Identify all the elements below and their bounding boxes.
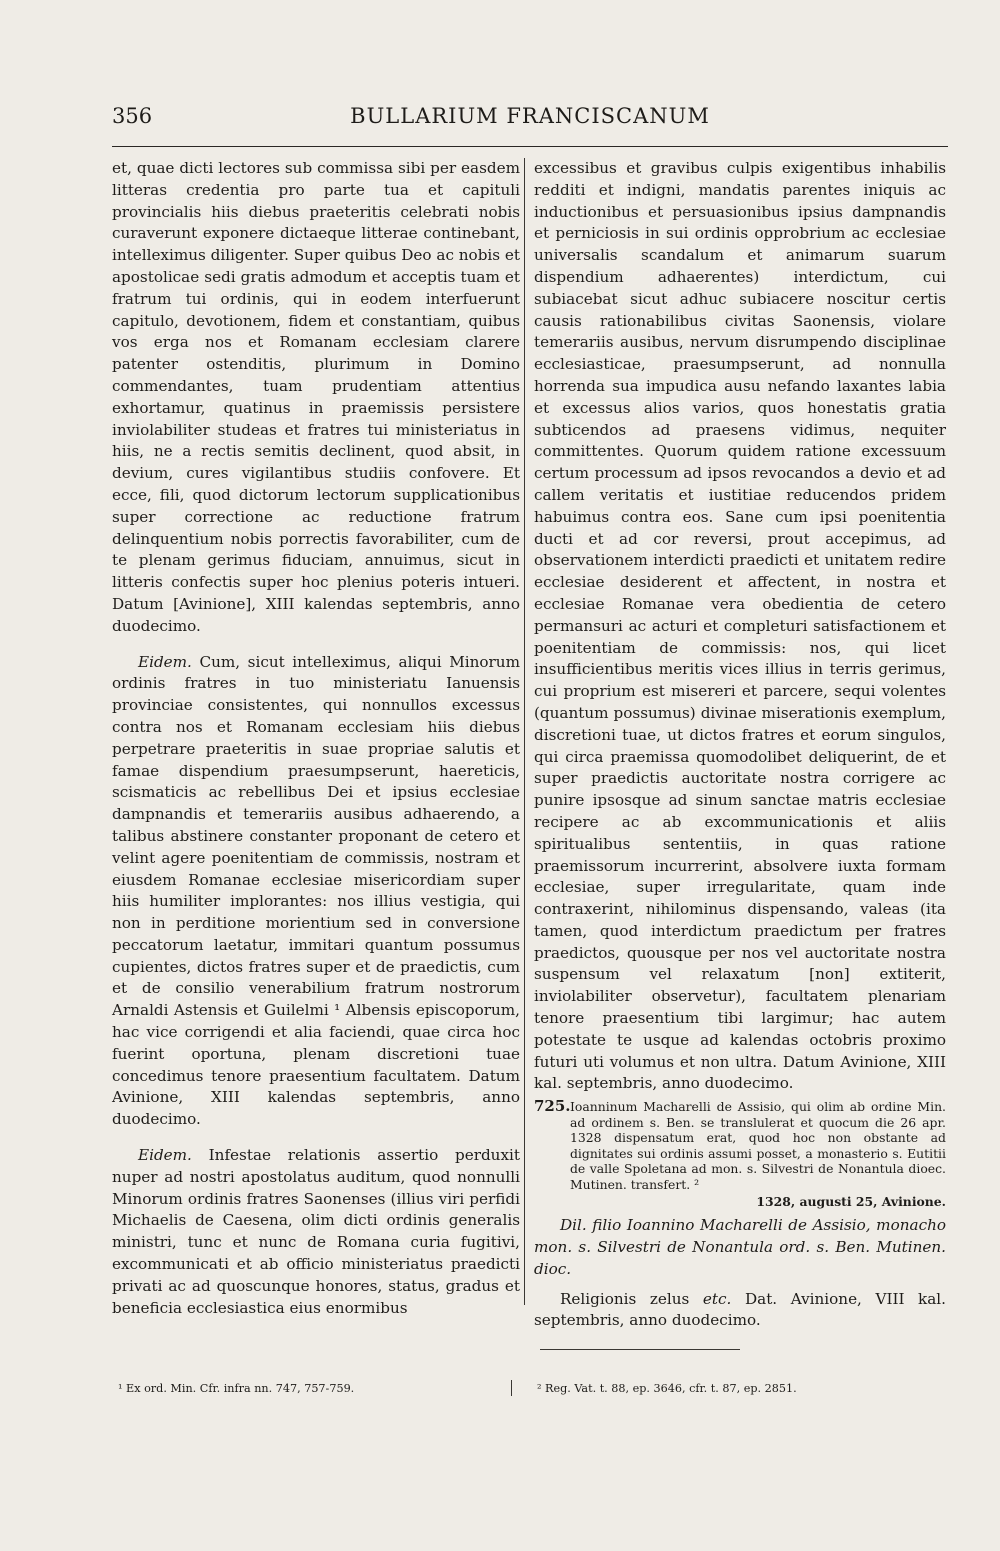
incipit-rest: Dat. Avinione, VIII kal. septembris, anno duodecimo. [534,1289,946,1330]
letter-continuation-right: excessibus et gravibus culpis exigentibus inhabilis redditi et indigni, mandatis parentes iniquis ac inductionibus et persuasionibus ipsius dampnandis et perniciosis in sui ordinis opprobrium ac ecclesiae universalis scandalum et animarum suarum dispendium adhaerentes) interdictum, cui subiacebat sicut adhuc subiacere noscitur certis causis rationabilibus civitas Saonensis, violare temerariis ausibus, nervum disrumpendo disciplinae ecclesiasticae, praesumpserunt, ad nonnulla horrenda sua impudica ausu nefando laxantes labia et excessus alios varios, quos honestatis gratia subticendos ad praesens vidimus, nequiter committentes. Quorum quidem ratione excessuum certum processum ad ipsos revocandos a devio et ad callem veritatis et iustitiae reducendos pridem habuimus contra eos. Sane cum ipsi poenitentia ducti et ad cor reversi, prout accepimus, ad observationem interdicti praedicti et unitatem redire ecclesiae desiderent et affectent, in nostra et ecclesiae Romanae vera obedientia de cetero permansuri ac acturi et completuri satisfactionem et poenitentiam de commissis: nos, qui licet insufficientibus meritis vices illius in terris gerimus, cui proprium est misereri et parcere, sequi volentes (quantum possumus) divinae miserationis exemplum, discretioni tuae, ut dictos fratres et eorum singulos, qui circa praemissa quomodolibet deliquerint, de et super praedictis auctoritate nostra corrigere ac punire ipsosque ad sinum sanctae matris ecclesiae recipere ac ab excommunicationis et aliis spiritualibus sententiis, in quas ratione praemissorum incurrerint, absolvere iuxta formam ecclesiae, super irregularitate, quam inde contraxerint, nihilominus dispensando, valeas (ita tamen, quod interdictum praedictum per fratres praedictos, quousque per nos vel auctoritate nostra suspensum vel relaxatum [non] extiterit, inviolabiliter observetur), facultatem plenariam tenore praesentium tibi largimur; hac autem potestate te usque ad kalendas octobris proximo futuri uti volumus et non ultra. Datum Avinione, XIII kal. septembris, anno duodecimo. [534,159,946,1093]
letter-addressee: Dil. filio Ioannino Macharelli de Assisio, monacho mon. s. Silvestri de Nonantula ord. s. Ben. Mutinen. dioc. [534,1216,946,1278]
incipit-lead: Religionis zelus [560,1289,703,1308]
running-title: BULLARIUM FRANCISCANUM [350,104,710,128]
addressee-eidem: Eidem. [138,652,192,671]
left-column [112,158,520,1319]
letter-eidem-2-text: Infestae relationis assertio perduxit nuper ad nostri apostolatus auditum, quod nonnulli Minorum ordinis fratres Saonenses (illius viri perfidi Michaelis de Caesena, olim dicti ordinis generalis ministri, tunc et nunc de Romana curia fugitivi, excommunicati et ab officio ministeriatus praedicti privati ac ad quoscunque honores, status, gradus et beneficia ecclesiastica eius enormibus [112,1146,520,1317]
letter-eidem-1-text: Cum, sicut intelleximus, aliqui Minorum ordinis fratres in tuo ministeriatu Ianuensis provinciae consistentes, qui nonnullos excessus contra nos et Romanam ecclesiam hiis diebus perpetrare praeteritis in suae propriae salutis et famae dispendium praesumpserunt, haereticis, scismaticis ac rebellibus Dei et ipsius ecclesiae dampnandis et temerariis ausibus adhaerendo, a talibus abstinere constanter proponant de cetero et velint agere poenitentiam de commissis, nostram et eiusdem Romanae ecclesiae misericordiam super hiis humiliter implorantes: nos illius vestigia, qui non in perditione morientium sed in conversione peccatorum laetatur, immitari quantum possumus cupientes, dictos fratres super et de praedictis, cum et de consilio venerabilium fratrum nostrorum Arnaldi Astensis et Guilelmi ¹ Albensis episcoporum, hac vice corrigendi et alia faciendi, quae circa hoc fuerint oportuna, plenam discretioni tuae concedimus tenore praesentium facultatem. Datum Avinione, XIII kalendas septembris, anno duodecimo. [112,652,520,1129]
letter-incipit [534,1289,946,1333]
regest-number: 725. [534,1097,571,1116]
footnote-2: ² Reg. Vat. t. 88, ep. 3646, cfr. t. 87, ep. 2851. [537,1382,797,1395]
incipit-etc: etc. [702,1289,732,1308]
column-divider [524,158,525,1305]
regest-date: 1328, augusti 25, Avinione. [756,1194,946,1210]
regest-summary: Ioanninum Macharelli de Assisio, qui olim ab ordine Min. ad ordinem s. Ben. se translulerat et quocum die 26 apr. 1328 dispensatum erat, quod hoc non obstante ad dignitates sui ordinis assumi posset, a monasterio s. Eutitii de valle Spoletana ad mon. s. Silvestri de Nonantula dioec. Mutinen. transfert. ² [570,1099,946,1192]
letter-eidem-1 [112,652,520,1132]
page-number: 356 [112,104,153,128]
footnote-divider [511,1380,512,1396]
regest-entry [534,1099,946,1209]
letter-eidem-2 [112,1145,520,1319]
page-header [112,104,948,138]
letter-continuation: et, quae dicti lectores sub commissa sibi per easdem litteras credentia pro parte tua et capituli provincialis hiis diebus praeteritis celebrati nobis curaverunt exponere dictaeque litterae continebant, intelleximus diligenter. Super quibus Deo ac nobis et apostolicae sedi gratis admodum et acceptis tuam et fratrum tui ordinis, qui in eodem interfuerunt capitulo, devotionem, fidem et constantiam, quibus vos erga nos et Romanam ecclesiam clarere patenter ostenditis, plurimum in Domino commendantes, tuam prudentiam attentius exhortamur, quatinus in praemissis persistere inviolabiliter studeas et fratres tui ministeriatus in hiis, ne a rectis semitis declinent, quod absit, in devium, cures vigilantibus studiis confovere. Et ecce, fili, quod dictorum lectorum supplicationibus super correctione ac reductione fratrum delinquentium nobis porrectis favorabiliter, cum de te plenam gerimus fiduciam, annuimus, sicut in litteris confectis super hoc plenius poteris intueri. Datum [Avinione], XIII kalendas septembris, anno duodecimo. [112,159,520,635]
addressee-eidem: Eidem. [138,1146,192,1165]
right-column [534,158,946,1332]
footnote-1: ¹ Ex ord. Min. Cfr. infra nn. 747, 757-759. [118,1382,355,1395]
footnote-rule [540,1349,740,1350]
header-rule [112,146,948,147]
